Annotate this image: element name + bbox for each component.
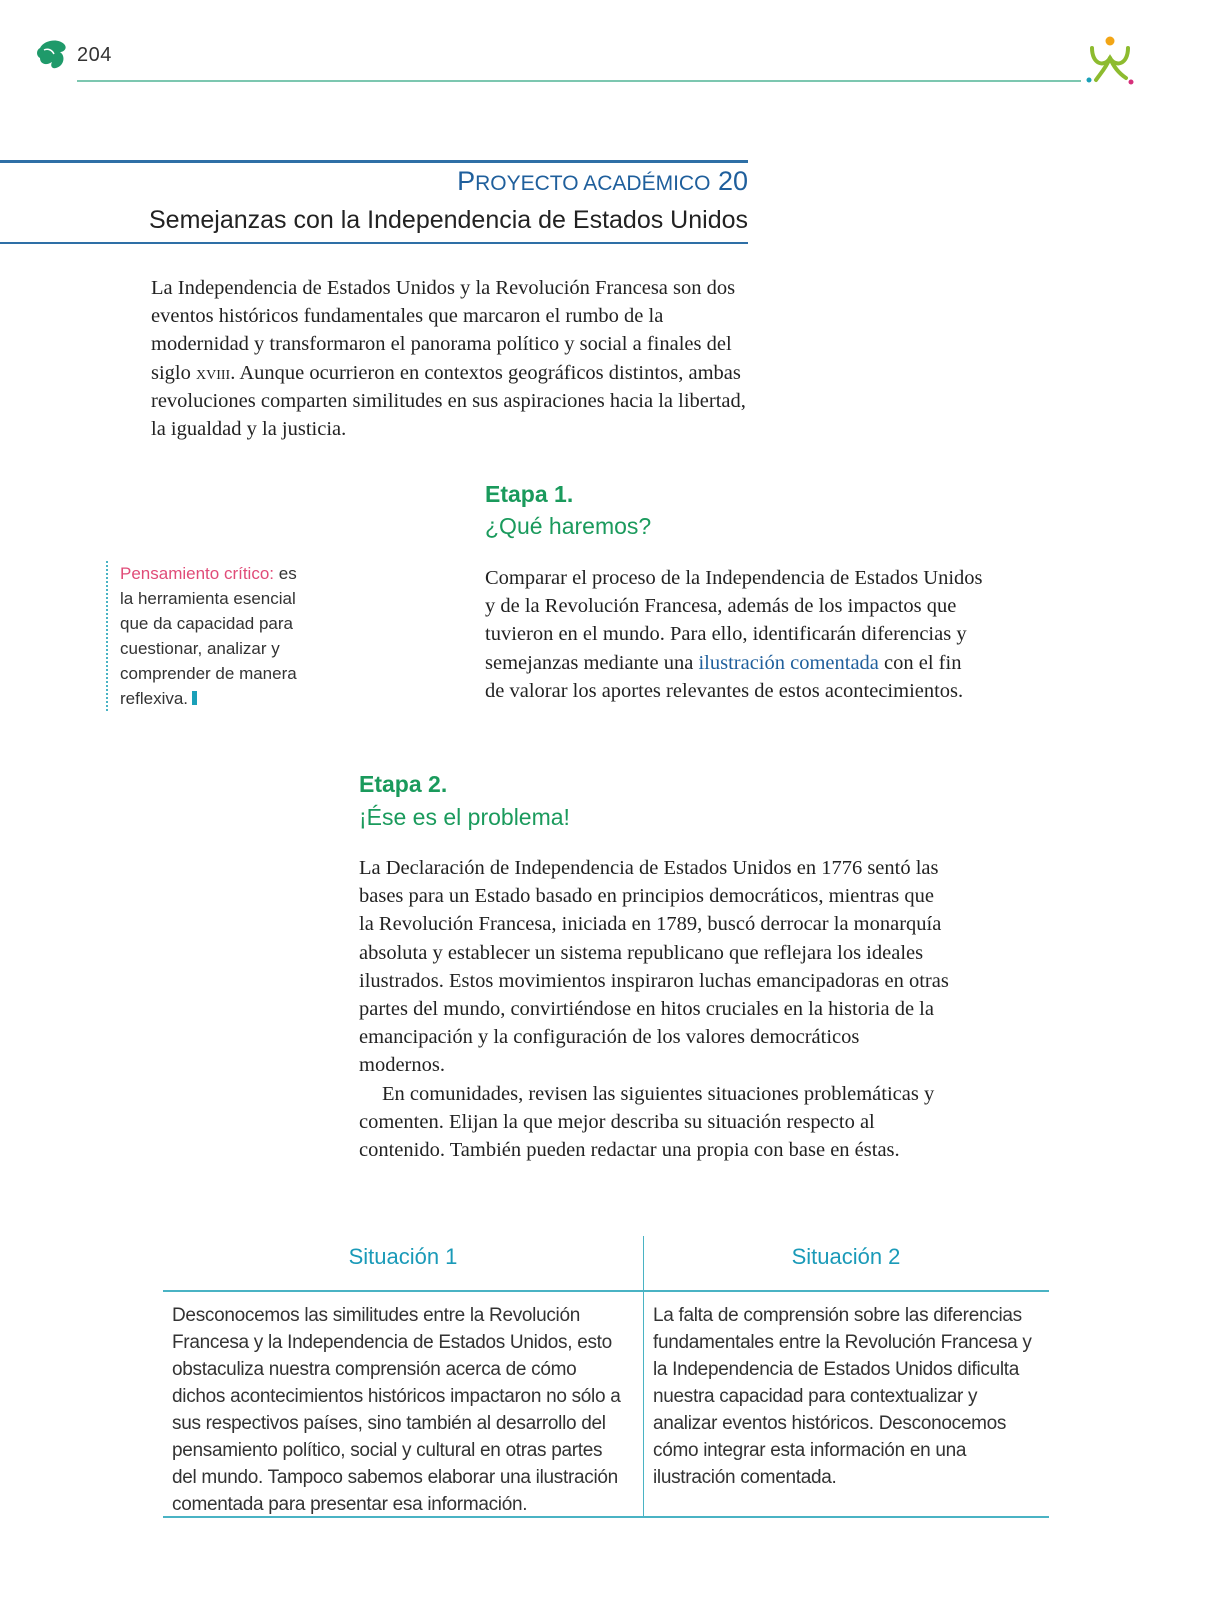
table-header-rule	[643, 1290, 1049, 1292]
page-number: 204	[77, 44, 112, 66]
situation-1-title: Situación 1	[348, 1244, 458, 1269]
stage1-subtitle: ¿Qué haremos?	[485, 513, 652, 539]
stage2-title: Etapa 2.	[359, 771, 448, 797]
situation-2-title: Situación 2	[791, 1244, 901, 1269]
project-subtitle: Semejanzas con la Independencia de Estados Unidos	[148, 206, 748, 234]
glossary-term: Pensamiento crítico:	[120, 564, 275, 583]
brand-figure-logo	[1086, 34, 1134, 86]
situation-1-text: Desconocemos las similitudes entre la Revolución Francesa y la Independencia de Estados Unidos, esto obstaculiza nuestra comprensión acerca de cómo dichos acontecimientos históricos impactaron no sólo a sus respectivos países, sino también al desarrollo del pensamiento político, social y cultural en otras partes del mundo. Tampoco sabemos elaborar una ilustración comentada para presentar esa información.	[172, 1305, 621, 1515]
table-header-rule	[163, 1290, 643, 1292]
stage2-paragraph-2: En comunidades, revisen las siguientes situaciones problemáticas y comenten. Elijan la que mejor describa su situación respecto al contenido. También pueden redactar una propia con base en éstas.	[359, 1082, 935, 1162]
stage1-paragraph: Comparar el proceso de la Independencia de Estados Unidos y de la Revolución Francesa, además de los impactos que tuvieron en el mundo. Para ello, identificarán diferencias y semejanzas mediante una ilustración comentada con el fin de valorar los aportes relevantes de estos acontecimientos.	[485, 567, 983, 702]
project-title: PROYECTO ACADÉMICO 20	[457, 166, 748, 196]
table-bottom-rule	[163, 1516, 643, 1518]
table-bottom-rule	[643, 1516, 1049, 1518]
glossary-sidebar	[106, 561, 310, 711]
glossary-definition: es la herramienta esencial que da capacidad para cuestionar, analizar y comprender de manera reflexiva.	[120, 564, 297, 708]
green-leaf-icon	[34, 38, 70, 74]
end-mark	[192, 691, 197, 705]
situation-2-column	[643, 1236, 1049, 1518]
header-rule	[77, 80, 1081, 82]
glossary-link[interactable]: ilustración comentada	[698, 651, 879, 674]
title-top-rule	[0, 160, 748, 163]
stage2-subtitle: ¡Ése es el problema!	[359, 804, 570, 830]
stage2-paragraph-1: La Declaración de Independencia de Estados Unidos en 1776 sentó las bases para un Estado basado en principios democráticos, mientras que la Revolución Francesa, iniciada en 1789, buscó derrocar la monarquía absoluta y establecer un sistema republicano que reflejara los ideales ilustrados. Estos movimientos inspiraron luchas emancipadoras en otras partes del mundo, convirtiéndose en hitos cruciales en la historia de la emancipación y la configuración de los valores democráticos modernos.	[359, 857, 949, 1077]
stage1-title: Etapa 1.	[485, 481, 574, 507]
title-bottom-rule	[0, 242, 748, 244]
situation-1-column	[163, 1236, 643, 1518]
situation-2-text: La falta de comprensión sobre las diferencias fundamentales entre la Revolución Francesa y la Independencia de Estados Unidos dificulta nuestra capacidad para contextualizar y analizar eventos históricos. Desconocemos cómo integrar esta información en una ilustración comentada.	[653, 1305, 1032, 1488]
situations-table	[163, 1236, 1049, 1518]
stage2-body	[359, 854, 949, 1164]
intro-paragraph: La Independencia de Estados Unidos y la Revolución Francesa son dos eventos históricos fundamentales que marcaron el rumbo de la modernidad y transformaron el panorama político y social a finales del siglo xviii. Aunque ocurrieron en contextos geográficos distintos, ambas revoluciones comparten similitudes en sus aspiraciones hacia la libertad, la igualdad y la justicia.	[151, 277, 746, 441]
table-column-divider	[643, 1236, 644, 1518]
